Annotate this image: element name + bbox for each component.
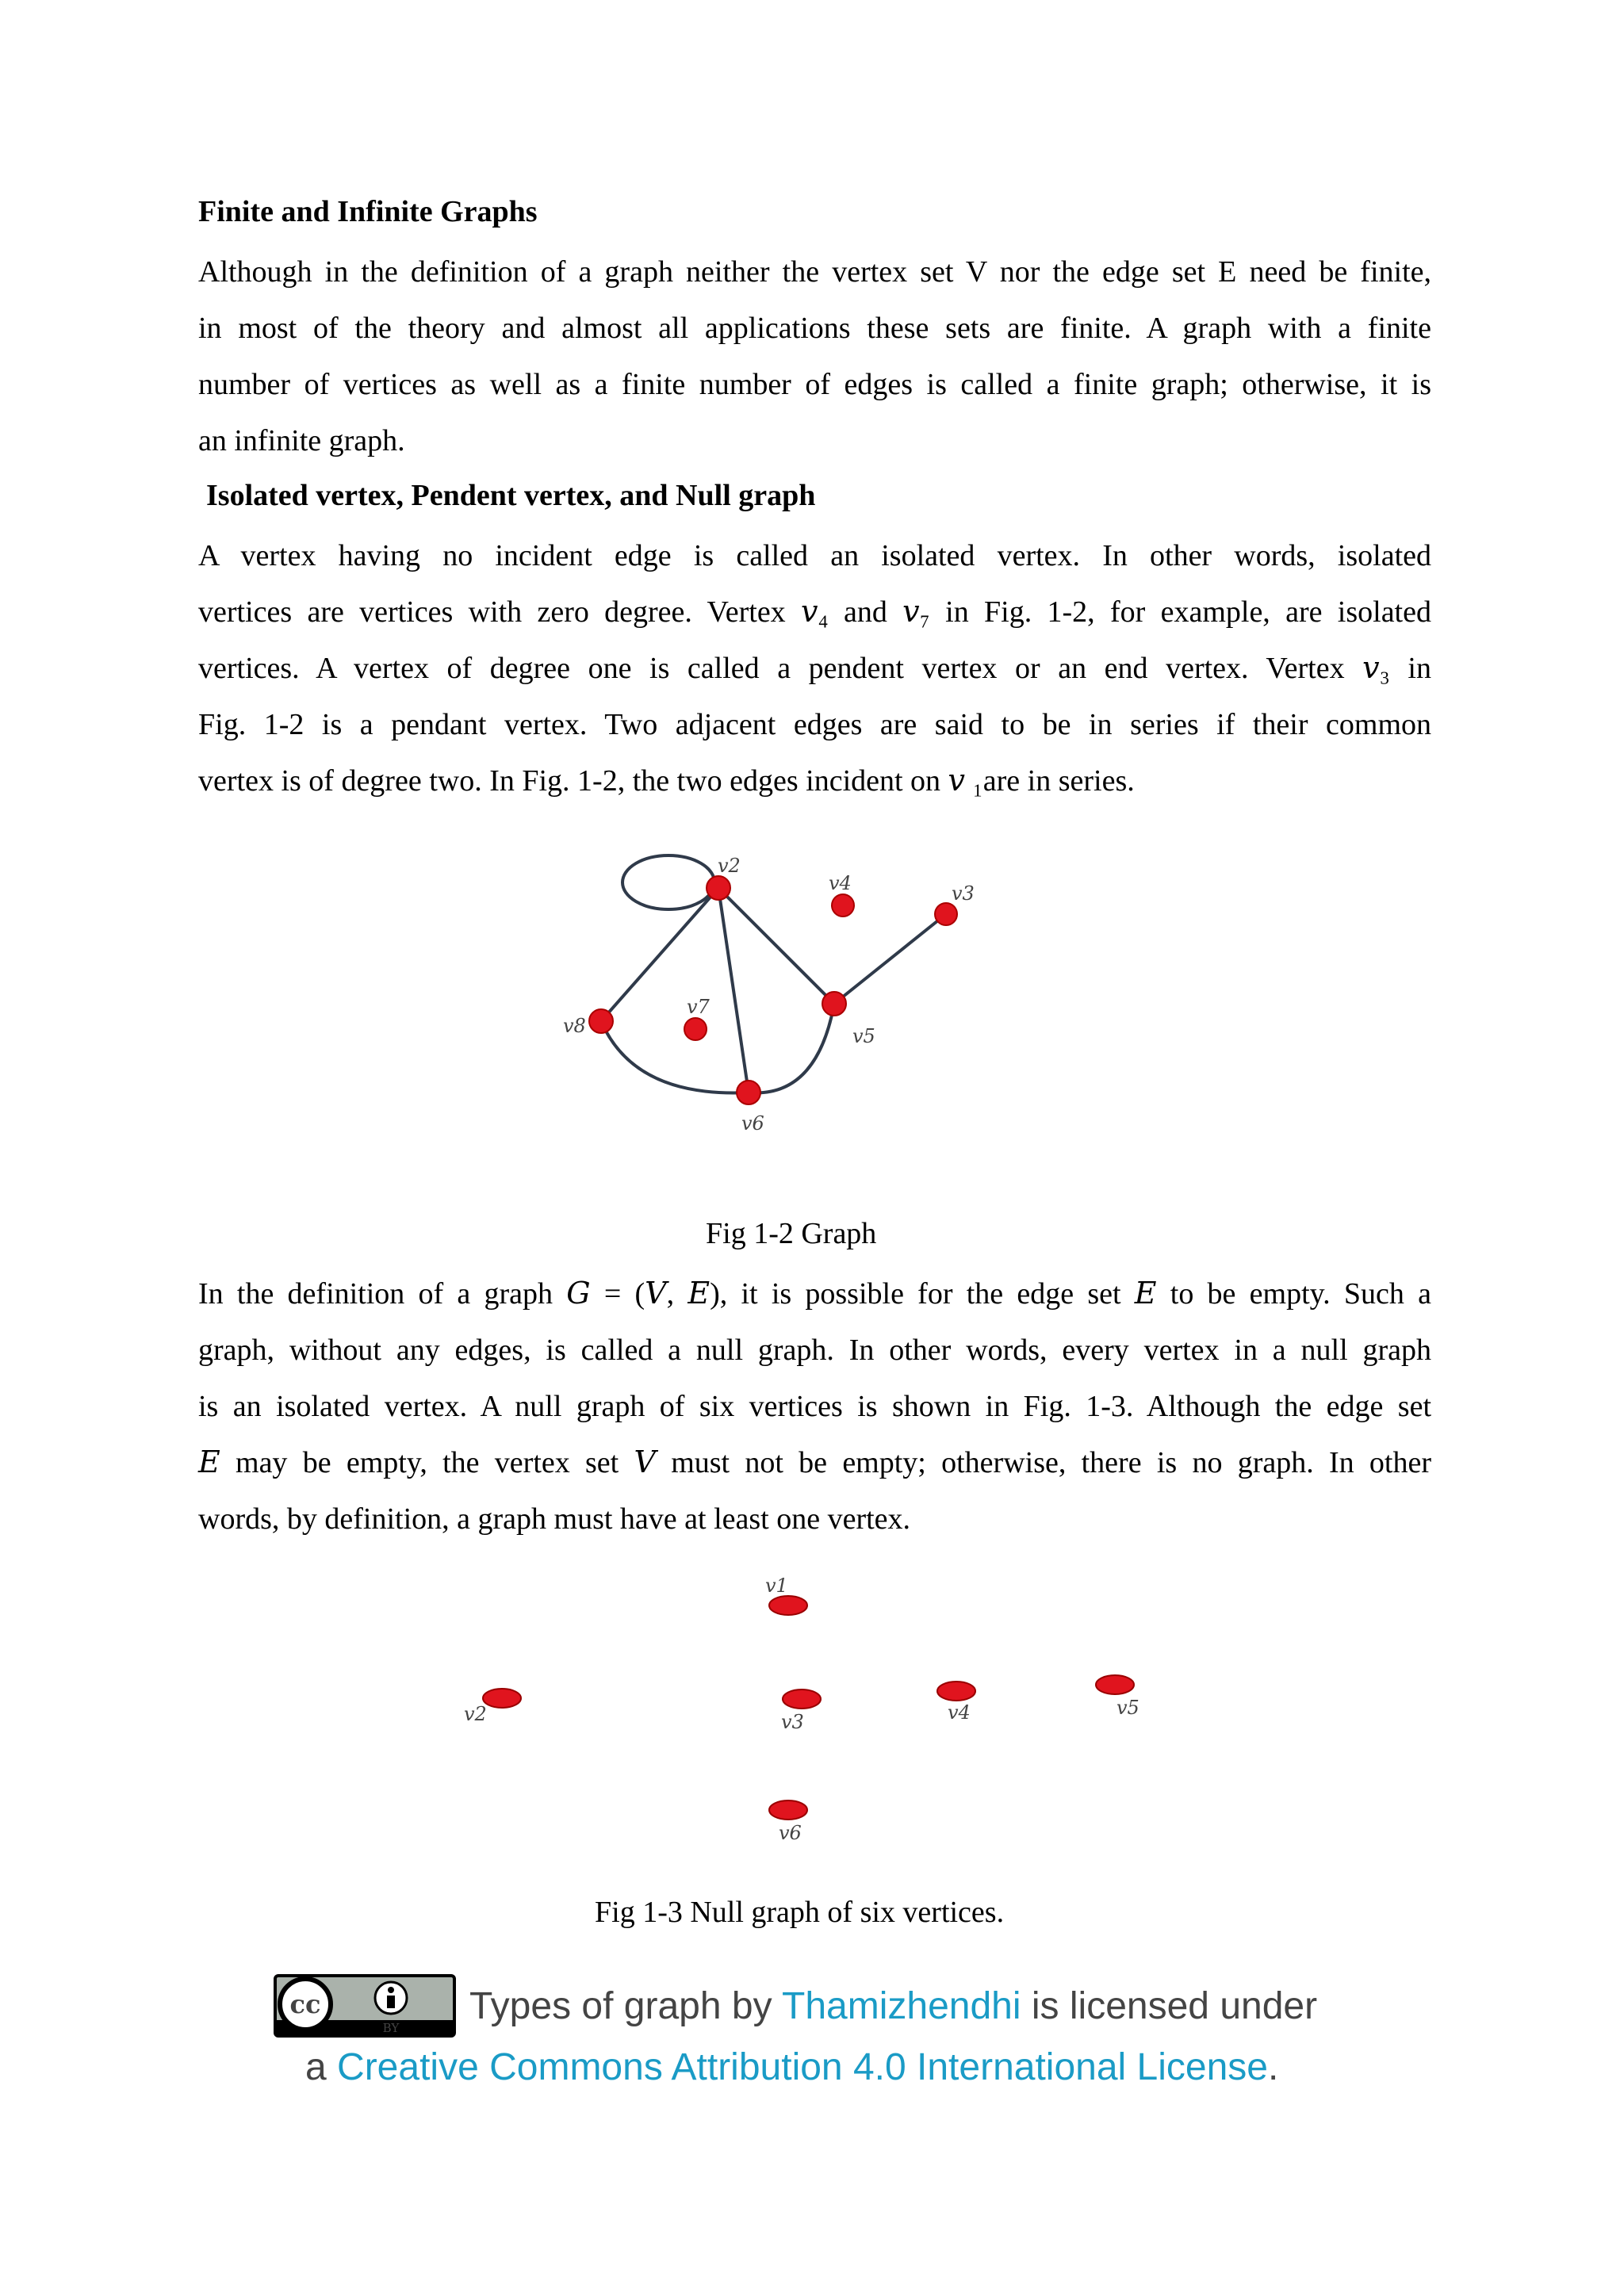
figure-caption-1-2: Fig 1-2 Graph [706,1217,877,1250]
vertex-v3 [783,1689,821,1709]
cc-by-badge-icon[interactable] [274,1974,456,2038]
vertex-v5 [1096,1675,1134,1694]
text-line: graph, without any edges, is called a null graph. In other words, every vertex in a null graph [198,1334,1431,1367]
text-line: in most of the theory and almost all applications these sets are finite. A graph with a finite [198,312,1431,345]
label-v6: v6 [779,1822,802,1844]
text-line: is an isolated vertex. A null graph of six vertices is shown in Fig. 1-3. Although the edge set [198,1390,1431,1423]
vertex-v4 [937,1682,975,1701]
vertex-v6 [769,1800,807,1820]
license-text-after: is licensed under [1021,1985,1318,2027]
vertex-v4 [832,894,854,916]
label-v8: v8 [563,1015,586,1037]
vertex-v8 [589,1009,613,1033]
vertex-v6 [737,1081,760,1104]
text-line: an infinite graph. [198,424,405,457]
badge-by-text: BY [382,2021,400,2035]
vertex-v2 [707,876,730,900]
edge-v8-v6 [601,1021,749,1093]
paragraph-null-graph [198,1266,1431,1548]
text-line: vertices are vertices with zero degree. Vertex 𝑣₄ and 𝑣₇ in Fig. 1-2, for example, are isolated [198,595,1431,629]
text-line: vertices. A vertex of degree one is called a pendent vertex or an end vertex. Vertex 𝑣₃ in [198,652,1431,685]
label-v2: v2 [464,1703,487,1725]
figure-caption-1-3: Fig 1-3 Null graph of six vertices. [595,1896,1005,1929]
label-v3: v3 [781,1711,804,1733]
label-v6: v6 [741,1112,764,1135]
section-heading-finite-infinite: Finite and Infinite Graphs [198,195,538,228]
paragraph-isolated-vertex [198,528,1431,809]
license-line2-suffix: . [1268,2046,1279,2088]
label-v4: v4 [948,1701,971,1724]
text-line: Fig. 1-2 is a pendant vertex. Two adjacent edges are said to be in series if their common [198,708,1431,741]
vertex-v3 [935,903,957,925]
label-v4: v4 [829,872,852,894]
label-v3: v3 [952,882,975,905]
text-line: Although in the definition of a graph neither the vertex set V nor the edge set E need be finite, [198,255,1431,289]
text-line: A vertex having no incident edge is called an isolated vertex. In other words, isolated [198,539,1431,572]
badge-cc-text: cc [289,1989,321,2019]
self-loop-edge [622,855,714,909]
edge-v2-v5 [718,888,834,1004]
text-line: vertex is of degree two. In Fig. 1-2, the two edges incident on 𝑣 ₁are in series. [198,764,1135,798]
edge-v6-v5 [749,1004,834,1093]
null-graph-figure-1-3 [444,1570,1197,1855]
graph-edges [601,855,946,1093]
text-line: number of vertices as well as a finite number of edges is called a finite graph; otherwise, it is [198,368,1431,401]
label-v7: v7 [687,996,710,1018]
label-v5: v5 [852,1025,875,1047]
license-link[interactable]: Creative Commons Attribution 4.0 International License [337,2046,1268,2088]
vertex-v5 [822,992,846,1016]
edge-v5-v3 [834,914,946,1004]
section-heading-isolated-pendent-null: Isolated vertex, Pendent vertex, and Null graph [206,479,816,512]
vertex-v7 [684,1018,707,1040]
text-line: In the definition of a graph 𝐺 = (𝑉, 𝐸), it is possible for the edge set 𝐸 to be empty. Such a [198,1277,1431,1311]
license-line2-prefix: a [305,2046,338,2088]
author-link[interactable]: Thamizhendhi [782,1985,1021,2027]
null-graph-vertices [483,1596,1134,1820]
text-line: 𝐸 may be empty, the vertex set 𝑉 must not be empty; otherwise, there is no graph. In other [198,1446,1431,1479]
paragraph-finite-infinite [198,244,1431,469]
graph-figure-1-2 [547,840,991,1158]
label-v1: v1 [765,1575,788,1597]
edge-v2-v6 [718,888,749,1093]
label-v2: v2 [718,855,741,877]
license-line-2 [305,2045,1278,2089]
text-line: words, by definition, a graph must have at least one vertex. [198,1502,911,1536]
vertex-v2 [483,1689,521,1708]
label-v5: v5 [1116,1697,1139,1719]
vertex-v1 [769,1596,807,1615]
license-text-before: Types of graph by [469,1985,783,2027]
license-line-1 [469,1984,1317,2028]
